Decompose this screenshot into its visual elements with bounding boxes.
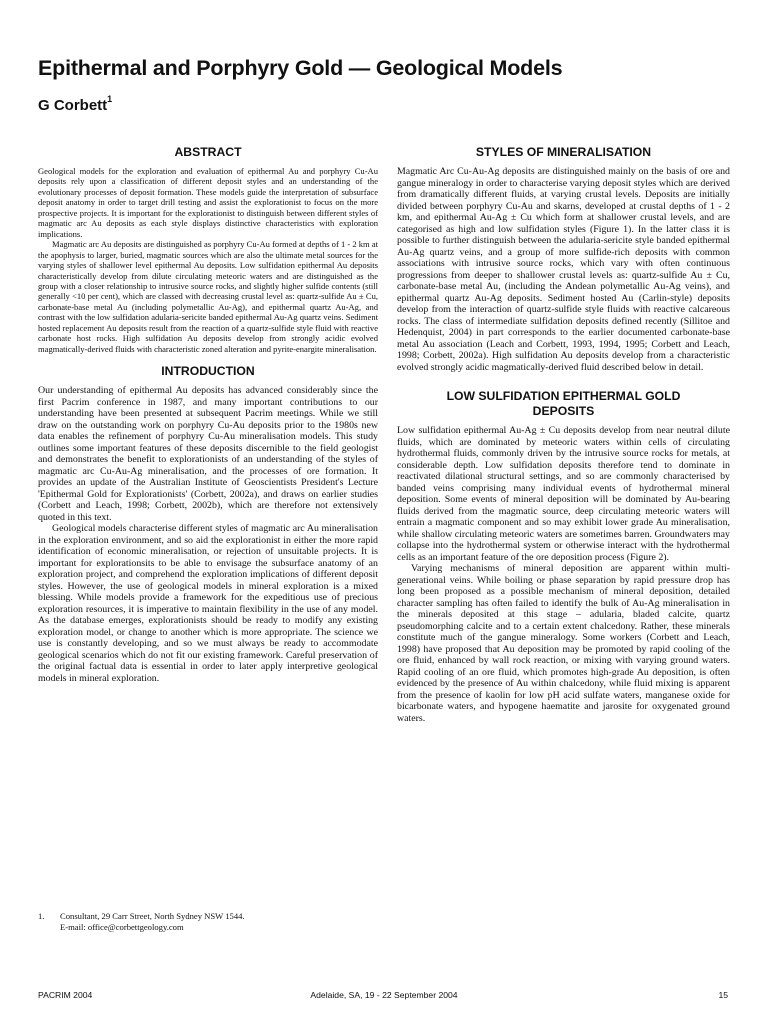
paper-title: Epithermal and Porphyry Gold — Geological Models — [38, 56, 563, 80]
author-footnote-mark: 1 — [107, 94, 113, 104]
low-sulfidation-heading-line-1: LOW SULFIDATION EPITHERMAL GOLD — [446, 389, 681, 403]
footnote-email: E-mail: office@corbettgeology.com — [60, 922, 184, 932]
right-column — [397, 145, 730, 724]
abstract-paragraph-1: Geological models for the exploration and evaluation of epithermal Au and porphyry Cu-Au deposits rely upon a classification of different deposit styles and an understanding of the evolutionary processes of deposit formation. These models guide the interpretation of subsurface deposit anatomy in order to target drill testing and assist the explorationist to focus on the more prospective projects. It is important for the explorationist to distinguish between different styles of magmatic arc Au deposits as each style displays distinctive characteristics with exploration implications. — [38, 166, 378, 239]
footer-conference: PACRIM 2004 — [38, 990, 93, 1000]
low-sulfidation-section — [397, 389, 730, 724]
author-line — [38, 96, 112, 114]
footnote-number: 1. — [38, 911, 45, 921]
introduction-heading: INTRODUCTION — [161, 364, 255, 379]
abstract-paragraph-2: Magmatic arc Au deposits are distinguished as porphyry Cu-Au formed at depths of 1 - 2 km at the apophysis to larger, buried, magmatic sources which are also the ultimate metal sources for the varying styles of shallower level epithermal Au deposits. Low sulfidation epithermal Au deposits characteristically develop from dilute circulating meteoric waters and are distinguished as the group with a closer relationship to intrusive source rocks, and slightly higher sulfide contents (still generally <10 per cent), which are classed with decreasing crustal level as: quartz-sulfide Au ± Cu, carbonate-base metal Au (including polymetallic Au-Ag), and epithermal quartz Au-Ag, and contrast with the low sulfidation adularia-sericite banded epithermal Au-Ag quartz veins. Sediment hosted replacement Au deposits result from the reaction of a quartz-sulfide style fluid with reactive carbonate host rocks. High sulfidation Au deposits develop from strongly acidic evolved magmatically-derived fluids with characteristic zoned alteration and pyrite-enargite mineralisation. — [38, 239, 378, 354]
footnote — [38, 911, 378, 933]
low-sulfidation-paragraph-1: Low sulfidation epithermal Au-Ag ± Cu deposits develop from near neutral dilute fluids, which are dominated by meteoric waters within cells of circulating hydrothermal fluids, commonly driven by the intrusive source rocks for metals, at considerable depth. Low sulfidation deposits therefore tend to dominate in reactivated dilational structural settings, and so are commonly characterised by banded veins comprising many individual events of hydrothermal mineral deposition. Some events of mineral deposition will be dominated by Au-bearing fluids derived from the magmatic source, deep circulating meteoric waters will entrain a magmatic component and so may exhibit lower grade Au mineralisation, while shallow circulating meteoric waters are sometimes barren. Groundwaters may collapse into the hydrothermal system or otherwise interact with the hydrothermal cells as an important feature of the ore deposition process (Figure 2). — [397, 425, 730, 563]
footnote-address: Consultant, 29 Carr Street, North Sydney NSW 1544. — [60, 911, 245, 921]
low-sulfidation-paragraph-2: Varying mechanisms of mineral deposition are apparent within multi-generational veins. While boiling or phase separation by rapid pressure drop has long been proposed as a possible mechanism of mineral deposition, detailed character sampling has often failed to identify the bulk of Au-Ag mineralisation in the minerals deposited at this stage – adularia, bladed calcite, quartz pseudomorphing calcite and to a certain extent chalcedony. Rather, these minerals constitute much of the gangue mineralogy. Some workers (Corbett and Leach, 1998) have proposed that Au deposition may be promoted by rapid cooling of the ore fluid, enhanced by wall rock reaction, or mixing with varying ground waters. Rapid cooling of an ore fluid, which promotes high-grade Au deposition, is often evidenced by the presence of Au within chalcedony, while fluid mixing is apparent from the presence of kaolin for low pH acid sulfate waters, manganese oxide for bicarbonate waters, and hypogene haematite and jarosite for oxygenated ground waters. — [397, 563, 730, 724]
page-number: 15 — [718, 990, 728, 1000]
low-sulfidation-heading — [397, 389, 730, 419]
introduction-paragraph-2: Geological models characterise different styles of magmatic arc Au mineralisation in the exploration environment, and so aid the explorationist in either the more rapid identification of economic mineralisation, or rejection of unsuitable projects. It is important for explorationsits to be able to envisage the subsurface anatomy of an exploration project, and comprehend the exploration implications of different deposit styles. However, the use of geological models in mineral exploration is a mixed blessing. While models provide a framework for the expeditious use of precious exploration resources, it is imperative to maintain flexibility in the use of any model. As the database emerges, explorationists should be ready to modify any existing exploration model, or change to another which is more appropriate. The science we use is constantly developing, and so we must always be ready to accommodate geological scenarios which do not fit our existing framework. Careful preservation of the original factual data is essential in order to later apply interpretive geological models in mineral exploration. — [38, 523, 378, 684]
left-column — [38, 145, 378, 684]
styles-paragraph-1: Magmatic Arc Cu-Au-Ag deposits are distinguished mainly on the basis of ore and gangue mineralogy in order to characterise varying deposit styles which are derived from dramatically different fluids, at varying crustal levels. Deposits are initially divided between porphyry Cu-Au and skarns, developed at crustal depths of 1 - 2 km, and epithermal Au-Ag ± Cu which form at shallower crustal levels, and are categorised as high and low sulfidation styles (Figure 1). In the latter class it is possible to further distinguish between the adularia-sericite style banded epithermal Au-Ag quartz veins, and a group of more sulfide-rich deposits with common associations with intrusive source rocks, which vary with often continuous progressions from deeper to shallower crustal levels as: quartz-sulfide Au ± Cu, carbonate-base metal Au, (including the Andean polymetallic Au-Ag veins), and epithermal quartz Au-Ag deposits. Sediment hosted Au (Carlin-style) deposits develop from the interaction of quartz-sulfide style fluids with reactive calcareous rocks. The class of intermediate sulfidation deposits defined recently (Sillitoe and Hedenquist, 2004) in part corresponds to the earlier documented carbonate-base metal Au association (Leach and Corbett, 1993, 1994, 1995; Corbett and Leach, 1998; Corbett, 2002a). High sulfidation Au deposits develop from a characteristic evolved strongly acidic magmatically-derived fluid described below in detail. — [397, 166, 730, 373]
introduction-section — [38, 364, 378, 684]
abstract-heading: ABSTRACT — [174, 145, 242, 159]
abstract-section — [38, 145, 378, 354]
introduction-paragraph-1: Our understanding of epithermal Au deposits has advanced considerably since the first Pacrim conference in 1987, and many important contributions to our understanding have been presented at subsequent Pacrim meetings. While we still draw on the outstanding work on porphyry Cu-Au deposits prior to the 1980s new data enables the refinement of porphyry Cu-Au mineralisation models. This study outlines some important features of these deposits discernible to the field geologist and demonstrates the benefit to explorationists of an understanding of the styles of magmatic arc Cu-Au-Ag mineralisation, and the processes of ore formation. It provides an update of the Australian Institute of Geoscientists President's Lecture 'Epithermal Gold for Explorationists' (Corbett, 2002a), and draws on earlier studies (Corbett and Leach, 1998; Corbett, 2002b), which are therefore not extensively quoted in this text. — [38, 385, 378, 523]
author-name: G Corbett — [38, 97, 108, 114]
low-sulfidation-heading-line-2: DEPOSITS — [532, 404, 595, 418]
styles-heading: STYLES OF MINERALISATION — [475, 145, 652, 159]
styles-section — [397, 145, 730, 373]
footer-location-date: Adelaide, SA, 19 - 22 September 2004 — [310, 990, 458, 1000]
